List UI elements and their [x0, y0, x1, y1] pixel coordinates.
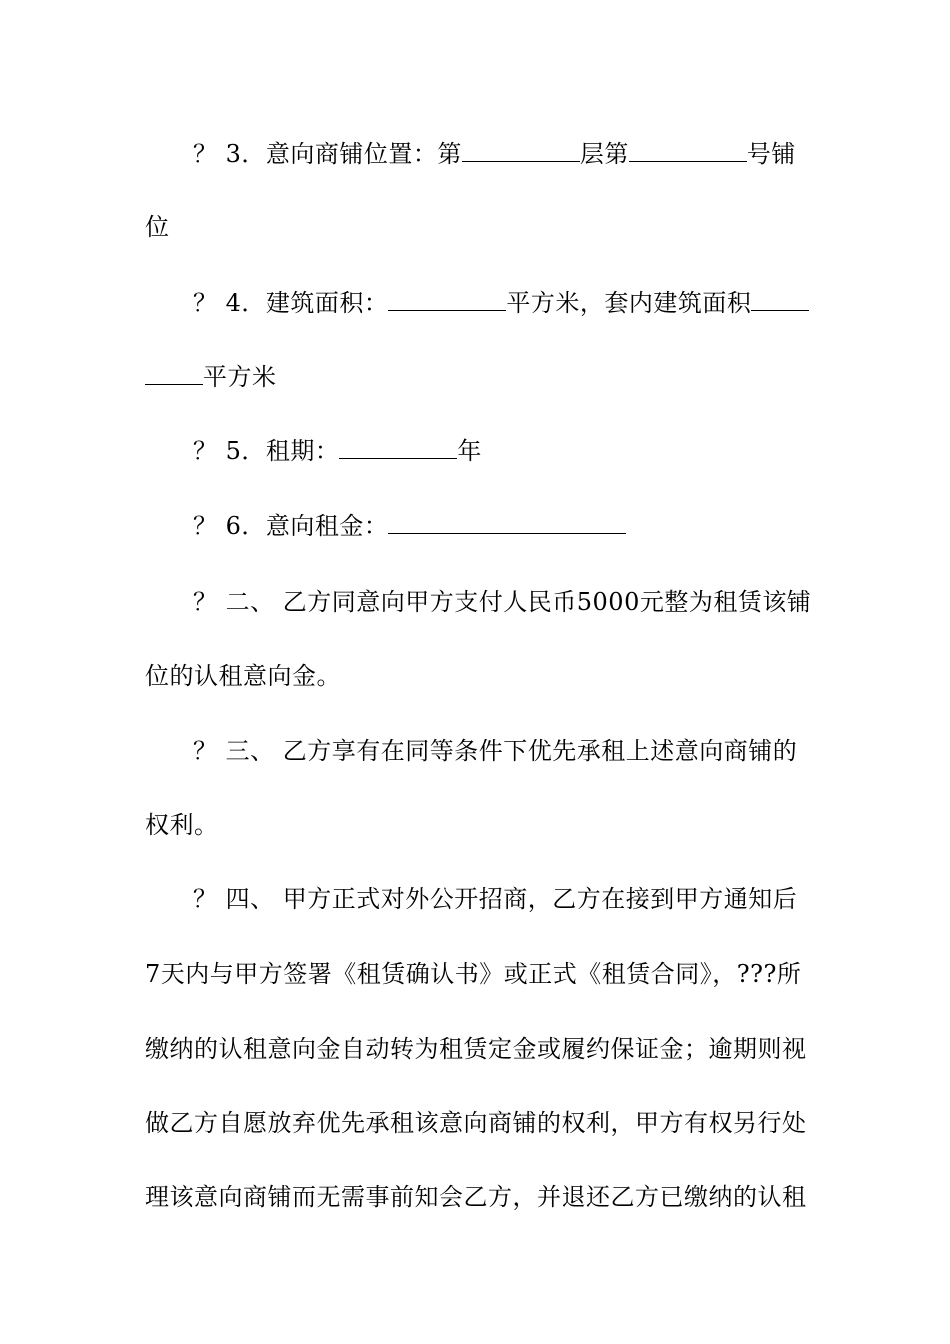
clause-4-area: [193, 288, 809, 318]
inner-area-label: 平方米，套内建筑面积: [506, 289, 752, 317]
clause-5-term: [193, 436, 482, 466]
term-blank: [339, 436, 457, 459]
clause-four-line-5: 理该意向商铺而无需事前知会乙方，并退还乙方已缴纳的认租: [145, 1183, 807, 1211]
inner-area-unit: 平方米: [203, 363, 277, 391]
clause-4-label: ？ 4．建筑面积：: [193, 289, 389, 317]
clause-four-line-2: 7天内与甲方签署《租赁确认书》或正式《租赁合同》，???所: [145, 960, 802, 988]
clause-four: ？ 四、 甲方正式对外公开招商，乙方在接到甲方通知后: [193, 885, 798, 913]
rent-blank: [388, 511, 626, 534]
floor-unit: 层第: [579, 140, 629, 168]
clause-3-continuation: 位: [145, 213, 170, 241]
clause-three: ？ 三、 乙方享有在同等条件下优先承租上述意向商铺的: [193, 737, 798, 765]
shop-number-blank: [629, 139, 747, 162]
shop-number-unit: 号铺: [746, 140, 796, 168]
building-area-blank: [388, 288, 506, 311]
clause-four-line-4: 做乙方自愿放弃优先承租该意向商铺的权利，甲方有权另行处: [145, 1109, 807, 1137]
clause-3-label: ？ 3．意向商铺位置：第: [193, 140, 462, 168]
floor-blank: [462, 139, 580, 162]
clause-two: ？ 二、 乙方同意向甲方支付人民币5000元整为租赁该铺: [193, 588, 812, 616]
clause-6-rent: [193, 511, 626, 541]
clause-four-line-3: 缴纳的认租意向金自动转为租赁定金或履约保证金；逾期则视: [145, 1035, 807, 1063]
clause-3-location: [193, 139, 796, 169]
inner-area-blank-start: [751, 288, 809, 311]
inner-area-blank-end: [145, 362, 203, 385]
clause-4-continuation: [145, 362, 277, 392]
clause-5-label: ？ 5．租期：: [193, 437, 340, 465]
clause-two-continuation: 位的认租意向金。: [145, 662, 341, 690]
clause-three-continuation: 权利。: [145, 811, 219, 839]
term-unit: 年: [457, 437, 482, 465]
clause-6-label: ？ 6．意向租金：: [193, 512, 389, 540]
